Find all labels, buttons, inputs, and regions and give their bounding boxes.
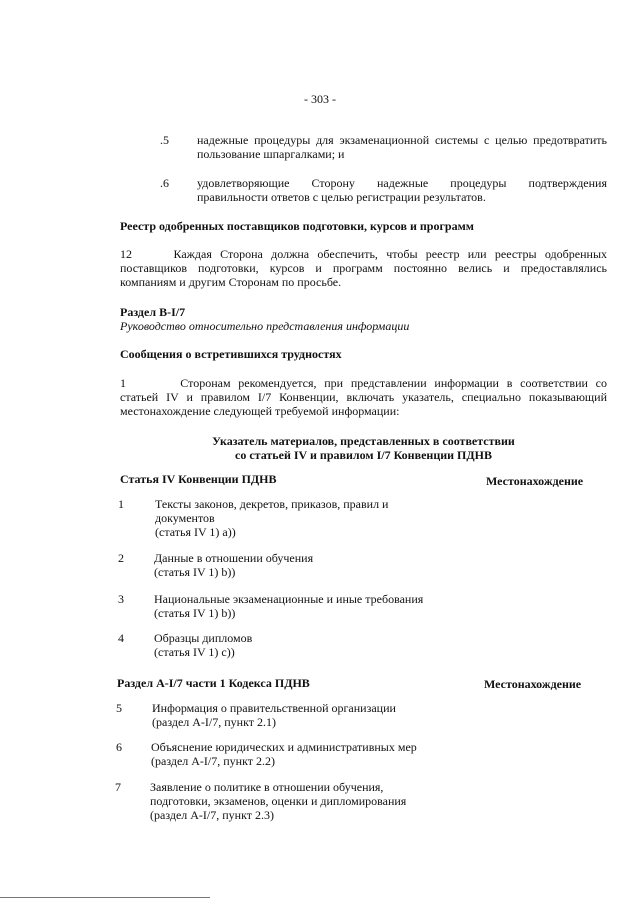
item-number: .5 — [160, 133, 169, 147]
item-text-line: правильности ответов с целью регистрации результатов. — [197, 190, 486, 204]
index-item-line: документов — [155, 511, 215, 525]
index-item-line: (статья IV 1) b)) — [154, 606, 236, 620]
index-item-number: 2 — [118, 551, 124, 565]
index-item-line: подготовки, экзаменов, оценки и дипломирования — [150, 794, 407, 808]
index-item-number: 3 — [118, 592, 124, 606]
section-subtitle: Руководство относительно представления информации — [120, 319, 410, 333]
item-number: .6 — [160, 176, 169, 190]
index-title — [120, 434, 607, 462]
group-heading: Статья IV Конвенции ПДНВ — [120, 472, 277, 486]
index-item-line: (статья IV 1) c)) — [154, 645, 235, 659]
index-item-line: (статья IV 1) a)) — [155, 525, 236, 539]
paragraph-line — [120, 376, 607, 390]
paragraph-line — [120, 247, 607, 261]
index-item-number: 7 — [115, 780, 121, 794]
index-item-line: Образцы дипломов — [154, 631, 253, 645]
item-text-line: удовлетворяющие Сторону надежные процедуры подтверждения — [197, 176, 607, 190]
location-label: Местонахождение — [486, 474, 584, 488]
group-heading: Раздел A-I/7 части 1 Кодекса ПДНВ — [117, 676, 310, 690]
paragraph-12 — [120, 247, 607, 289]
index-item-line: (раздел A-I/7, пункт 2.1) — [152, 715, 277, 729]
paragraph-text: Сторонам рекомендуется, при представлении информации в соответствии со — [180, 376, 608, 390]
index-item-line: Информация о правительственной организации — [152, 701, 396, 715]
item-text — [197, 176, 607, 204]
page-number: - 303 - — [304, 92, 336, 106]
index-item — [150, 780, 470, 822]
paragraph-text: Каждая Сторона должна обеспечить, чтобы реестр или реестры одобренных — [173, 247, 608, 261]
paragraph-line: статьей IV и правилом I/7 Конвенции, включать указатель, специально показывающий — [120, 390, 607, 404]
index-item-line: (раздел A-I/7, пункт 2.3) — [150, 808, 275, 822]
index-item-line: (статья IV 1) b)) — [154, 565, 236, 579]
index-item — [154, 551, 454, 579]
index-item — [151, 740, 471, 768]
index-title-line: со статьей IV и правилом I/7 Конвенции ПДНВ — [235, 448, 492, 462]
paragraph-1 — [120, 376, 607, 418]
index-item-line: (раздел A-I/7, пункт 2.2) — [151, 754, 276, 768]
index-item-line: Данные в отношении обучения — [154, 551, 314, 565]
location-label: Местонахождение — [484, 677, 582, 691]
index-title-line: Указатель материалов, представленных в соответствии — [212, 434, 515, 448]
difficulties-heading: Сообщения о встретившихся трудностях — [120, 347, 342, 361]
footer-rule — [0, 897, 210, 898]
item-text: надежные процедуры для экзаменационной системы с целью предотвратить пользование шпаргалками; и — [197, 133, 607, 161]
paragraph-line: местонахождение следующей требуемой информации: — [120, 404, 400, 418]
paragraph-line: компаниям и другим Сторонам по просьбе. — [120, 275, 342, 289]
paragraph-number: 12 — [120, 247, 132, 261]
index-item-line: Национальные экзаменационные и иные требования — [154, 592, 424, 606]
index-item-line: Заявление о политике в отношении обучения, — [150, 780, 384, 794]
index-item-line: Тексты законов, декретов, приказов, правил и — [155, 497, 389, 511]
registry-heading: Реестр одобренных поставщиков подготовки, курсов и программ — [120, 219, 474, 233]
paragraph-number: 1 — [120, 376, 126, 390]
index-item — [154, 592, 474, 620]
index-item-number: 1 — [118, 497, 124, 511]
index-item-number: 6 — [116, 740, 122, 754]
index-item-number: 5 — [116, 701, 122, 715]
index-item-line: Объяснение юридических и административных мер — [151, 740, 417, 754]
index-item — [152, 701, 452, 729]
index-item — [154, 631, 454, 659]
index-item — [155, 497, 455, 539]
index-item-number: 4 — [118, 631, 124, 645]
paragraph-line: поставщиков подготовки, курсов и программ постоянно велись и предоставлялись — [120, 261, 607, 275]
section-title: Раздел B-I/7 — [120, 305, 186, 319]
